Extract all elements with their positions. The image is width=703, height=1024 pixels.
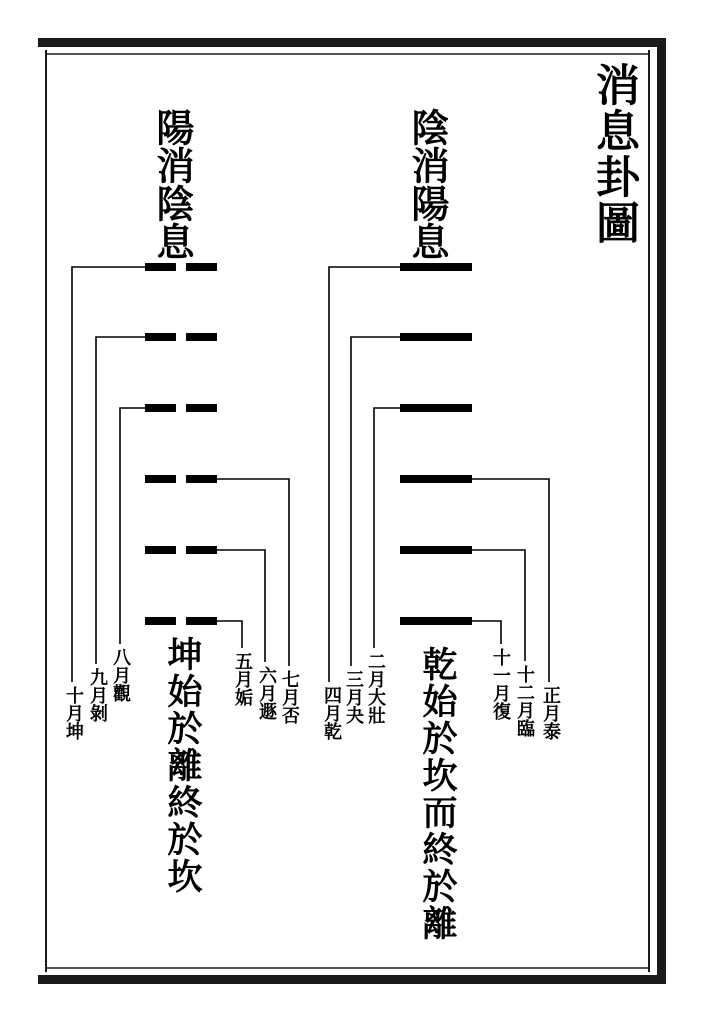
month-label-2: 二月大壯	[365, 652, 386, 724]
right-hexagram-line-4	[400, 475, 472, 483]
connector-lines	[72, 267, 549, 682]
hexagram-right	[400, 263, 472, 625]
left-hexagram-line-6-seg-2	[186, 617, 217, 625]
left-column-heading: 陽消陰息	[150, 108, 195, 260]
left-hexagram-line-2-seg-1	[145, 333, 176, 341]
month-label-3: 三月夬	[343, 670, 364, 724]
leader-2	[374, 408, 400, 648]
leader-12	[472, 550, 525, 661]
left-hexagram-line-2-seg-2	[186, 333, 217, 341]
month-label-6: 六月遯	[256, 666, 277, 720]
leader-3	[351, 337, 400, 666]
left-hexagram-line-3-seg-1	[145, 404, 176, 412]
leader-6	[217, 550, 265, 662]
month-label-8: 八月觀	[110, 648, 131, 702]
leader-4	[329, 267, 400, 682]
month-label-5: 五月姤	[232, 652, 253, 706]
month-label-4: 四月乾	[321, 686, 342, 740]
page-frame	[38, 38, 666, 984]
leader-8	[120, 408, 145, 644]
left-hexagram-line-1-seg-2	[186, 263, 217, 271]
left-hexagram-line-6-seg-1	[145, 617, 176, 625]
left-hexagram-line-5-seg-2	[186, 546, 217, 554]
month-label-7: 七月否	[279, 670, 300, 724]
month-label-12: 十二月臨	[514, 665, 535, 737]
right-column-heading: 陰消陽息	[405, 108, 450, 260]
month-label-10: 十月坤	[63, 686, 84, 740]
right-hexagram-line-2	[400, 333, 472, 341]
month-label-9: 九月剝	[87, 668, 108, 722]
left-hexagram-line-4-seg-1	[145, 475, 176, 483]
left-hexagram-line-3-seg-2	[186, 404, 217, 412]
leader-10	[72, 267, 145, 682]
right-column-principle: 乾始於坎而終於離	[417, 646, 458, 942]
left-hexagram-line-5-seg-1	[145, 546, 176, 554]
month-label-1: 正月泰	[540, 686, 561, 740]
leader-11	[472, 621, 501, 644]
page-title: 消息卦圖	[588, 62, 639, 246]
month-label-11: 十一月復	[490, 648, 511, 720]
leader-5	[217, 621, 242, 648]
right-hexagram-line-1	[400, 263, 472, 271]
left-column-principle: 坤始於離終於坎	[162, 636, 203, 895]
leader-7	[217, 479, 289, 666]
left-hexagram-line-4-seg-2	[186, 475, 217, 483]
right-hexagram-line-6	[400, 617, 472, 625]
right-hexagram-line-3	[400, 404, 472, 412]
hexagram-left	[145, 263, 217, 625]
left-hexagram-line-1-seg-1	[145, 263, 176, 271]
right-hexagram-line-5	[400, 546, 472, 554]
